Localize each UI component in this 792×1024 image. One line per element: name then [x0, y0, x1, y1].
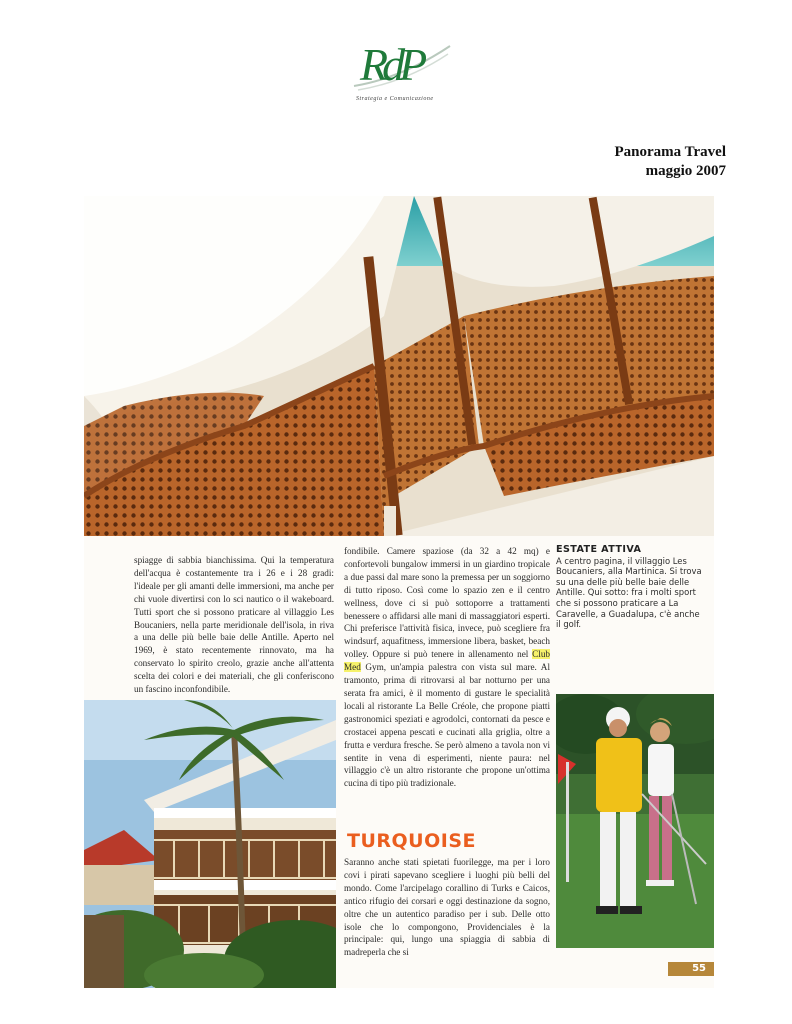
article-column-1: spiagge di sabbia bianchissima. Qui la temperatura dell'acqua è costantemente tra i 26 e i 28 gradi: l'ideale per gli amanti delle immersioni, ma anche per chi vuole divertirsi con lo sci nautico o il wakeboard. Tutti sport che si possono praticare al villaggio Les Boucaniers, nella parte meridionale dell'isola, in riva a una delle più belle baie delle Antille. Aperto nel 1969, è stato recentemente rinnovato, ma ha conservato lo spirito creolo, grazie anche all'attenta scelta dei colori e dei materiali, che gli conferiscono un fascino inconfondibile.	[134, 555, 334, 695]
article-column-3: Saranno anche stati spietati fuorilegge, ma per i loro covi i pirati sapevano scegliere i luoghi più belli del mondo. Come l'arcipelago corallino di Turks e Caicos, antico rifugio dei corsari e oggi destinazione da sogno, oltre che un autentico paradiso per i sub. Delle otto isole che lo compongono, Providenciales è la principale: qui, lungo una spiaggia di sabbia di madreperla che si	[344, 857, 550, 958]
golf-players-photo	[556, 694, 714, 948]
wicker-daybed-photo	[84, 196, 714, 536]
magazine-page	[84, 196, 714, 988]
resort-illustration	[84, 700, 336, 988]
source-header	[614, 143, 726, 181]
club-med-highlight: Club Med	[344, 649, 551, 673]
publication-name: Panorama Travel	[614, 144, 726, 160]
article-column-2	[344, 545, 550, 790]
resort-building-photo	[84, 700, 336, 988]
sidebar-caption	[556, 545, 706, 630]
logo-letters: RdP	[360, 39, 422, 90]
page-number: 55	[668, 962, 714, 976]
section-title-turquoise: TURQUOISE	[347, 830, 476, 852]
column-2-text-a: fondibile. Camere spaziose (da 32 a 42 mq) e confortevoli bungalow immersi in un giardino tropicale a due passi dal mare sono la premessa per un soggiorno di tutto riposo. Così come lo spazio zen e il centro wellness, dove ci si può sottoporre a trattamenti benessere o affidarsi alle mani di massaggiatori esperti. Chi preferisce l'attività fisica, invece, può scegliere fra windsurf, aquafitness, immersione libera, basket, beach volley. Oppure si può tenere in allenamento nel	[344, 546, 550, 660]
publication-date: maggio 2007	[645, 163, 726, 179]
column-2-text-b: Gym, un'ampia palestra con vista sul mare. Al tramonto, prima di ritrovarsi al bar notturno per una serata fra amici, è il momento di gustare le specialità locali al ristorante La Belle Créole, che propone piatti gastronomici speziati e agrodolci, contornati da pesce e crostacei appena pescati e cucinati alla griglia, oltre a frutta e verdura fresche. Se però almeno a tavola non vi sentite in vena di esperimenti, niente paura: nel villaggio c'è un altro ristorante che propone un'ottima cucina di tipo più tradizionale.	[344, 662, 550, 789]
wicker-daybed-illustration	[84, 196, 714, 536]
rdp-logo	[352, 38, 452, 110]
golf-illustration	[556, 694, 714, 948]
sidebar-title: ESTATE ATTIVA	[556, 544, 642, 555]
logo-tagline: Strategia e Comunicazione	[356, 96, 434, 102]
sidebar-text: A centro pagina, il villaggio Les Boucaniers, alla Martinica. Si trova su una delle più belle baie delle Antille. Qui sotto: fra i molti sport che si possono praticare a La Caravelle, a Guadalupa, c'è anche il golf.	[556, 555, 702, 630]
